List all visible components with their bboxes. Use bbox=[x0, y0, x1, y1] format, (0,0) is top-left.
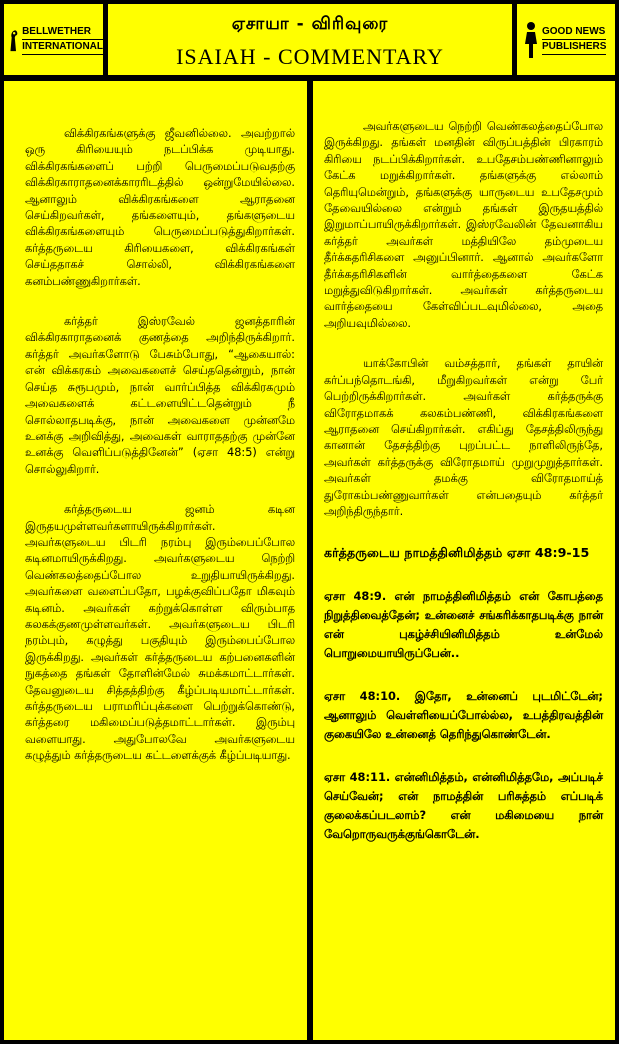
header bbox=[107, 3, 513, 76]
paragraph: கர்த்தர் இஸ்ரவேல் ஜனத்தாரின் விக்கிரகாராதனைக் குணத்தை அறிந்திருக்கிறார். கர்த்தர் அவர்களோடு பேசும்போது, “ஆகையால்: என் விக்கரகம் அவைகளைச் செய்ததென்றும், நான் செய்த சுரூபமும், நான் வார்ப்பித்த விக்கிரகமும் அவைகளைக் கட்டளையிட்டதென்றும் நீ சொல்லாதபடிக்கு, நான் அவைகளை முன்னமே உனக்கு அறிவித்து, அவைகள் வாராததற்கு முன்னே உனக்கு வெளிப்படுத்தினேன்” (ஏசா 48:5) என்று சொல்லுகிறார். bbox=[25, 315, 295, 476]
left-column bbox=[3, 80, 308, 1041]
verse: ஏசா 48:11. என்னிமித்தம், என்னிமித்தமே, அப்படிச் செய்வேன்; என் நாமத்தின் பரிசுத்தம் எப்படிக் குலைக்கப்படலாம்? என் மகிமையை நான் வேறொருவருக்குங்கொடேன். bbox=[324, 770, 603, 842]
title-english: ISAIAH - COMMENTARY bbox=[176, 44, 444, 69]
figure-icon bbox=[521, 20, 539, 60]
verse: ஏசா 48:9. என் நாமத்தினிமித்தம் என் கோபத்தை நிறுத்திவைத்தேன்; உன்னைச் சங்கரிக்காதபடிக்கு நான் என் புகழ்ச்சியினிமித்தம் உன்மேல் பொறுமையாயிருப்பேன்.. bbox=[324, 589, 603, 661]
good-news-logo bbox=[516, 3, 616, 76]
section-heading: கர்த்தருடைய நாமத்தினிமித்தம் ஏசா 48:9-15 bbox=[324, 545, 590, 561]
logo-line-1: BELLWETHER bbox=[22, 25, 103, 40]
bellwether-logo bbox=[3, 3, 104, 76]
ram-icon bbox=[8, 20, 19, 60]
logo-line-1: GOOD NEWS bbox=[542, 25, 606, 40]
paragraph: அவர்களுடைய நெற்றி வெண்கலத்தைப்போல இருக்கிறது. தங்கள் மனதின் விருப்பத்தின் பிரகாரம் கிரியை நடப்பிக்கிறார்கள். உபதேசம்பண்ணினாலும் கேட்க மறுக்கிறார்கள். தங்களுக்கு எல்லாம் தெரியுமென்றும், தங்களுக்கு யாருடைய உபதேசமும் தேவையில்லை என்றும் தங்கள் இருதயத்தில் இறுமாப்பாயிருக்கிறார்கள். இஸ்ரவேலின் தேவனாகிய கர்த்தர் அவர்கள் மத்தியிலே தம்முடைய தீர்க்கதரிசிகளை அனுப்பினார். ஆனால் அவர்களோ தீர்க்கதரிசிகளின் வார்த்தைகளை கேட்க மறுத்துவிடுகிறார்கள். அவர்கள் கர்த்தருடைய வார்த்தையை கேள்விப்படவுமில்லை, அதை அறியவுமில்லை. bbox=[324, 120, 603, 330]
right-column bbox=[312, 80, 616, 1041]
verse: ஏசா 48:10. இதோ, உன்னைப் புடமிட்டேன்; ஆனாலும் வெள்ளியைப்போல்ல்ல, உபத்திரவத்தின் குகையிலே உன்னைத் தெரிந்துகொண்டேன். bbox=[324, 689, 603, 742]
logo-line-2: INTERNATIONAL bbox=[22, 40, 103, 55]
paragraph: விக்கிரகங்களுக்கு ஜீவனில்லை. அவற்றால் ஒரு கிரியையும் நடப்பிக்க முடியாது. விக்கிரகங்களைப் பற்றி பெருமைப்படுவதற்கு விக்கிரகாராதனைக்காரரிடத்தில் ஒன்றுமேயில்லை. ஆனாலும் விக்கிரகங்களை ஆராதனை செய்கிறவர்கள், தங்களையும், தங்களுடைய விக்கிரகங்களையும் பெருமைப்படுத்துகிறார்கள். கர்த்தருடைய கிரியைகளை, விக்கிரகங்கள் செய்ததாகச் சொல்லி, விக்கிரகங்களை கனம்பண்ணுகிறார்கள். bbox=[25, 127, 295, 288]
title-tamil: ஏசாயா - விரிவுரை bbox=[231, 14, 389, 34]
paragraph: யாக்கோபின் வம்சத்தார், தங்கள் தாயின் கர்ப்பந்தொடங்கி, மீறுகிறவர்கள் என்று பேர் பெற்றிருக்கிறார்கள். அவர்கள் கர்த்தருக்கு விரோதமாகக் கலகம்பண்ணி, விக்கிரகங்களை ஆராதனை செய்கிறார்கள். எகிப்து தேசத்திலிருந்து கானான் தேசத்திற்கு புறப்பட்ட நாளிலிருந்தே, அவர்கள் கர்த்தருக்கு விரோதமாய் முறுமுறுத்தார்கள். அவர்கள் தமக்கு விரோதமாய்த் துரோகம்பண்ணுவார்கள் என்பதையும் கர்த்தர் அறிந்திருந்தார். bbox=[324, 357, 603, 518]
logo-line-2: PUBLISHERS bbox=[542, 40, 606, 55]
paragraph: கர்த்தருடைய ஜனம் கடின இருதயமுள்ளவர்களாயிருக்கிறார்கள். அவர்களுடைய பிடரி நரம்பு இரும்பைப்போல கடினமாயிருக்கிறது. அவர்களுடைய நெற்றி வெண்கலத்தைப்போல உறுதியாயிருக்கிறது. அவர்களை வளைப்பதோ, பழக்குவிப்பதோ மிகவும் கடினம். அவர்கள் கற்றுக்கொள்ள விரும்பாத கலகக்குணமுள்ளவர்கள். அவர்களுடைய பிடரி நரம்பும், கழுத்து பகுதியும் இரும்பைப்போல இருக்கிறது. அவர்கள் கர்த்தருடைய கற்பனைகளின் நுகத்தை தங்கள் தோளின்மேல் சுமக்கமாட்டார்கள். தேவனுடைய சித்தத்திற்கு கீழ்ப்படியமாட்டார்கள். கர்த்தருடைய பராமரிப்புக்களை பெற்றுக்கொண்டு, கர்த்தரை மகிமைப்படுத்தமாட்டார்கள். இரும்பு வளையாது. அதுபோலவே அவர்களுடைய கழுத்தும் கர்த்தருடைய கட்டளைக்குக் கீழ்ப்படியாது. bbox=[25, 503, 295, 763]
